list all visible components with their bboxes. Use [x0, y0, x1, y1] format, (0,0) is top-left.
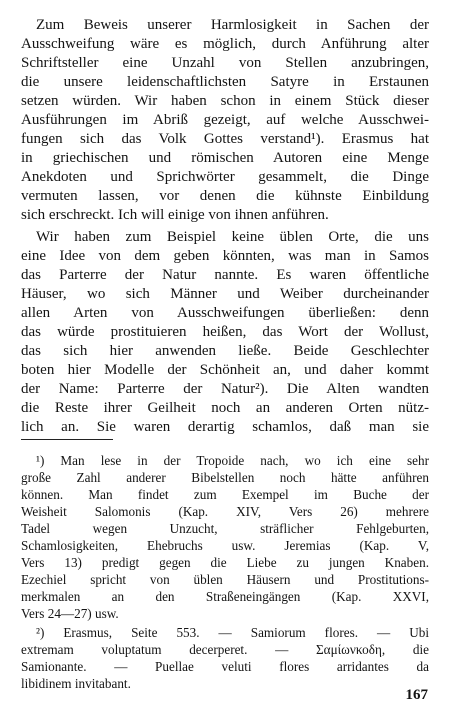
body-line: allen Arten von Ausschweifungen überließen: denn: [21, 305, 429, 321]
footnote-line: große Zahl anderer Bibelstellen noch hätte anführen: [21, 470, 429, 485]
body-line: das würde prostituieren heißen, das Wort der Wollust,: [21, 324, 429, 340]
footnote-line: können. Man findet zum Exempel im Buche der: [21, 487, 429, 502]
body-line: lich an. Sie waren derartig schamlos, daß man sie: [21, 419, 429, 435]
body-line: Ausführungen im Abriß gezeigt, auf welche Ausschwei-: [21, 112, 429, 128]
body-line: der Name: Parterre der Natur²). Die Alten wandten: [21, 381, 429, 397]
footnote-line: ²) Erasmus, Seite 553. — Samiorum flores. — Ubi: [36, 625, 429, 640]
footnote-line: Schamlosigkeiten, Ehebruchs usw. Jeremias (Kap. V,: [21, 538, 429, 553]
footnote-line: Samionante. — Puellae veluti flores arridantes da: [21, 659, 429, 674]
body-line: vermuten lassen, vor denen die kühnste Einbildung: [21, 188, 429, 204]
body-line: setzen würden. Wir haben schon in einem Stück dieser: [21, 93, 429, 109]
body-line: fungen sich das Volk Gottes verstand¹). Erasmus hat: [21, 131, 429, 147]
body-line: Schriftsteller eine Unzahl von Stellen anzubringen,: [21, 55, 429, 71]
body-line: Häuser, wo sich Männer und Weiber durcheinander: [21, 286, 429, 302]
body-line: eine Idee von dem geben könnten, was man in Samos: [21, 248, 429, 264]
body-line: das sich hier anwenden ließe. Beide Geschlechter: [21, 343, 429, 359]
body-line: in griechischen und römischen Autoren eine Menge: [21, 150, 429, 166]
body-line: Ausschweifung wäre es möglich, durch Anführung alter: [21, 36, 429, 52]
page-number: 167: [405, 687, 428, 703]
footnote-line: Ezechiel spricht von üblen Häusern und Prostitutions-: [21, 572, 429, 587]
footnote-line: Tadel wegen Unzucht, sträflicher Fehlgeburten,: [21, 521, 429, 536]
body-line: sich erschreckt. Ich will einige von ihnen anführen.: [21, 207, 329, 223]
footnote-line: merkmalen an den Straßeneingängen (Kap. XXVI,: [21, 589, 429, 604]
body-line: die Reste ihrer Geilheit noch an anderen Orten nütz-: [21, 400, 429, 416]
footnote-line: extremam voluptatum decerperet. — Σαμίωνκοδη, die: [21, 642, 429, 657]
footnote-line: libidinem invitabant.: [21, 676, 131, 691]
footnote-line: ¹) Man lese in der Tropoide nach, wo ich eine sehr: [36, 453, 429, 468]
body-line: Wir haben zum Beispiel keine üblen Orte, die uns: [36, 229, 429, 245]
footnote-line: Vers 24—27) usw.: [21, 606, 119, 621]
body-line: das Parterre der Natur nannte. Es waren öffentliche: [21, 267, 429, 283]
body-line: boten hier Modelle der Schönheit an, und daher kommt: [21, 362, 429, 378]
footnote-separator: [21, 439, 113, 440]
body-line: die unsere leidenschaftlichsten Satyre in Erstaunen: [21, 74, 429, 90]
body-line: Anekdoten und Sprichwörter gesammelt, die Dinge: [21, 169, 429, 185]
body-line: Zum Beweis unserer Harmlosigkeit in Sachen der: [36, 17, 429, 33]
footnote-line: Weisheit Salomonis (Kap. XIV, Vers 26) mehrere: [21, 504, 429, 519]
footnote-line: Vers 13) predigt gegen die Liebe zu jungen Knaben.: [21, 555, 429, 570]
